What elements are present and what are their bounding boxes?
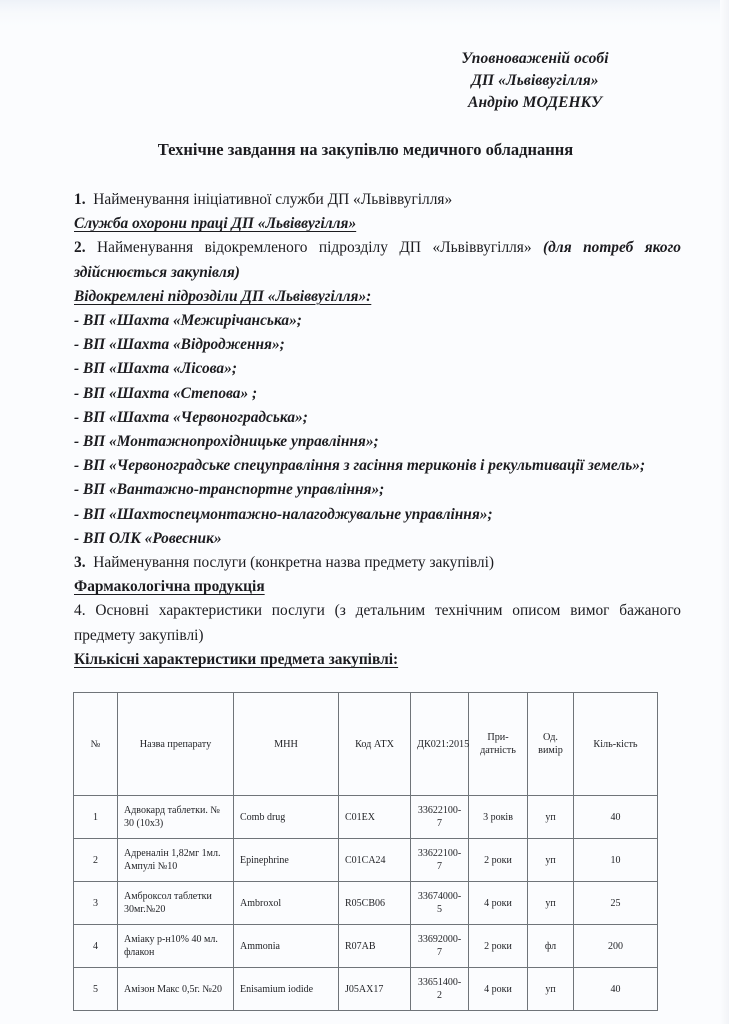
section-3-line xyxy=(74,551,681,575)
cell-shelf-life: 2 роки xyxy=(469,925,528,968)
column-header-dk-code: ДК021:2015 xyxy=(411,693,469,796)
cell-quantity: 40 xyxy=(574,968,658,1011)
cell-number: 2 xyxy=(74,839,118,882)
cell-inn: Enisamium iodide xyxy=(234,968,339,1011)
cell-shelf-life: 4 роки xyxy=(469,882,528,925)
subdivision-item-2: - ВП «Шахта «Відродження»; xyxy=(74,336,285,354)
column-header-quantity: Кіль-кість xyxy=(574,693,658,796)
scan-edge-right xyxy=(720,0,729,1024)
section-2-number: 2. xyxy=(74,239,86,257)
subdivision-item-9: - ВП «Шахтоспецмонтажно-налагоджувальне управління»; xyxy=(74,505,493,523)
cell-shelf-life: 4 роки xyxy=(469,968,528,1011)
cell-quantity: 40 xyxy=(574,796,658,839)
section-4-number: 4. xyxy=(74,602,86,620)
cell-dk-code: 33622100-7 xyxy=(411,796,469,839)
cell-number: 5 xyxy=(74,968,118,1011)
section-4-line xyxy=(74,599,681,647)
section-3-answer: Фармакологічна продукція xyxy=(74,578,265,596)
section-2-note: (для потреб якого здійснюється закупівля) xyxy=(74,239,681,281)
cell-unit: фл xyxy=(528,925,574,968)
column-header-shelf-life-line2: датність xyxy=(480,745,516,756)
scan-tint-top xyxy=(0,0,729,26)
section-2-text: Найменування відокремленого підрозділу ДП «Львіввугілля» xyxy=(97,239,532,257)
column-header-atx-code: Код АТХ xyxy=(339,693,411,796)
section-1-line xyxy=(74,188,681,212)
subdivision-item-6: - ВП «Монтажнопрохідницьке управління»; xyxy=(74,433,379,451)
table-row xyxy=(74,839,658,882)
section-1-number: 1. xyxy=(74,191,86,208)
cell-number: 3 xyxy=(74,882,118,925)
cell-inn: Ammonia xyxy=(234,925,339,968)
column-header-shelf-life xyxy=(469,693,528,796)
subdivision-item-1: - ВП «Шахта «Межирічанська»; xyxy=(74,312,302,330)
cell-shelf-life: 2 роки xyxy=(469,839,528,882)
cell-quantity: 200 xyxy=(574,925,658,968)
table-row xyxy=(74,968,658,1011)
cell-shelf-life: 3 років xyxy=(469,796,528,839)
addressee-line-1: Уповноваженій особі xyxy=(461,50,609,67)
cell-drug-name: Аміаку р-н10% 40 мл. флакон xyxy=(118,925,234,968)
cell-atx-code: C01EX xyxy=(339,796,411,839)
procurement-table xyxy=(73,692,658,1011)
cell-number: 1 xyxy=(74,796,118,839)
cell-unit: уп xyxy=(528,882,574,925)
column-header-inn: МНН xyxy=(234,693,339,796)
page-title: Технічне завдання на закупівлю медичного обладнання xyxy=(157,140,574,159)
cell-dk-code: 33622100-7 xyxy=(411,839,469,882)
addressee-line-3: Андрію МОДЕНКУ xyxy=(468,94,602,111)
subdivision-item-8: - ВП «Вантажно-транспортне управління»; xyxy=(74,481,385,499)
section-1-text: Найменування ініціативної служби ДП «Львіввугілля» xyxy=(93,191,453,208)
cell-inn: Epinephrine xyxy=(234,839,339,882)
addressee-block xyxy=(385,48,685,114)
cell-atx-code: C01CA24 xyxy=(339,839,411,882)
cell-atx-code: R07AB xyxy=(339,925,411,968)
cell-quantity: 10 xyxy=(574,839,658,882)
section-1-answer: Служба охорони праці ДП «Львіввугілля» xyxy=(74,215,357,233)
section-4-text: Основні характеристики послуги (з детальним технічним описом вимог бажаного предмету закупівлі) xyxy=(74,602,681,644)
cell-number: 4 xyxy=(74,925,118,968)
cell-drug-name: Адвокард таблетки. № 30 (10х3) xyxy=(118,796,234,839)
document-body xyxy=(74,188,681,672)
section-2-line xyxy=(74,236,681,284)
subdivision-item-7: - ВП «Червоноградське спецуправління з гасіння териконів і рекультивації земель»; xyxy=(74,457,646,475)
subdivision-item-4: - ВП «Шахта «Степова» ; xyxy=(74,384,258,402)
section-3-text: Найменування послуги (конкретна назва предмету закупівлі) xyxy=(93,554,494,572)
subdivision-item-3: - ВП «Шахта «Лісова»; xyxy=(74,360,237,378)
table-row xyxy=(74,925,658,968)
procurement-table-wrapper xyxy=(73,692,657,1011)
cell-dk-code: 33692000-7 xyxy=(411,925,469,968)
cell-atx-code: R05CB06 xyxy=(339,882,411,925)
section-4-answer: Кількісні характеристики предмета закупівлі: xyxy=(74,650,399,668)
section-2-answer: Відокремлені підрозділи ДП «Львіввугілля»: xyxy=(74,287,372,305)
cell-dk-code: 33651400-2 xyxy=(411,968,469,1011)
cell-unit: уп xyxy=(528,796,574,839)
cell-dk-code: 33674000-5 xyxy=(411,882,469,925)
column-header-unit-line1: Од. xyxy=(543,732,558,743)
cell-drug-name: Амброксол таблетки 30мг.№20 xyxy=(118,882,234,925)
column-header-unit-line2: вимір xyxy=(538,745,563,756)
cell-inn: Ambroxol xyxy=(234,882,339,925)
table-row xyxy=(74,796,658,839)
subdivision-item-5: - ВП «Шахта «Червоноградська»; xyxy=(74,408,308,426)
cell-drug-name: Адреналін 1,82мг 1мл. Ампулі №10 xyxy=(118,839,234,882)
cell-quantity: 25 xyxy=(574,882,658,925)
cell-unit: уп xyxy=(528,968,574,1011)
column-header-name: Назва препарату xyxy=(118,693,234,796)
table-row xyxy=(74,882,658,925)
addressee-line-2: ДП «Львіввугілля» xyxy=(471,72,599,89)
cell-inn: Comb drug xyxy=(234,796,339,839)
cell-atx-code: J05AX17 xyxy=(339,968,411,1011)
cell-unit: уп xyxy=(528,839,574,882)
column-header-shelf-life-line1: При- xyxy=(487,732,509,743)
table-header-row xyxy=(74,693,658,796)
subdivision-item-10: - ВП ОЛК «Ровесник» xyxy=(74,529,222,547)
column-header-number: № xyxy=(74,693,118,796)
section-3-number: 3. xyxy=(74,554,86,572)
column-header-unit xyxy=(528,693,574,796)
cell-drug-name: Амізон Макс 0,5г. №20 xyxy=(118,968,234,1011)
